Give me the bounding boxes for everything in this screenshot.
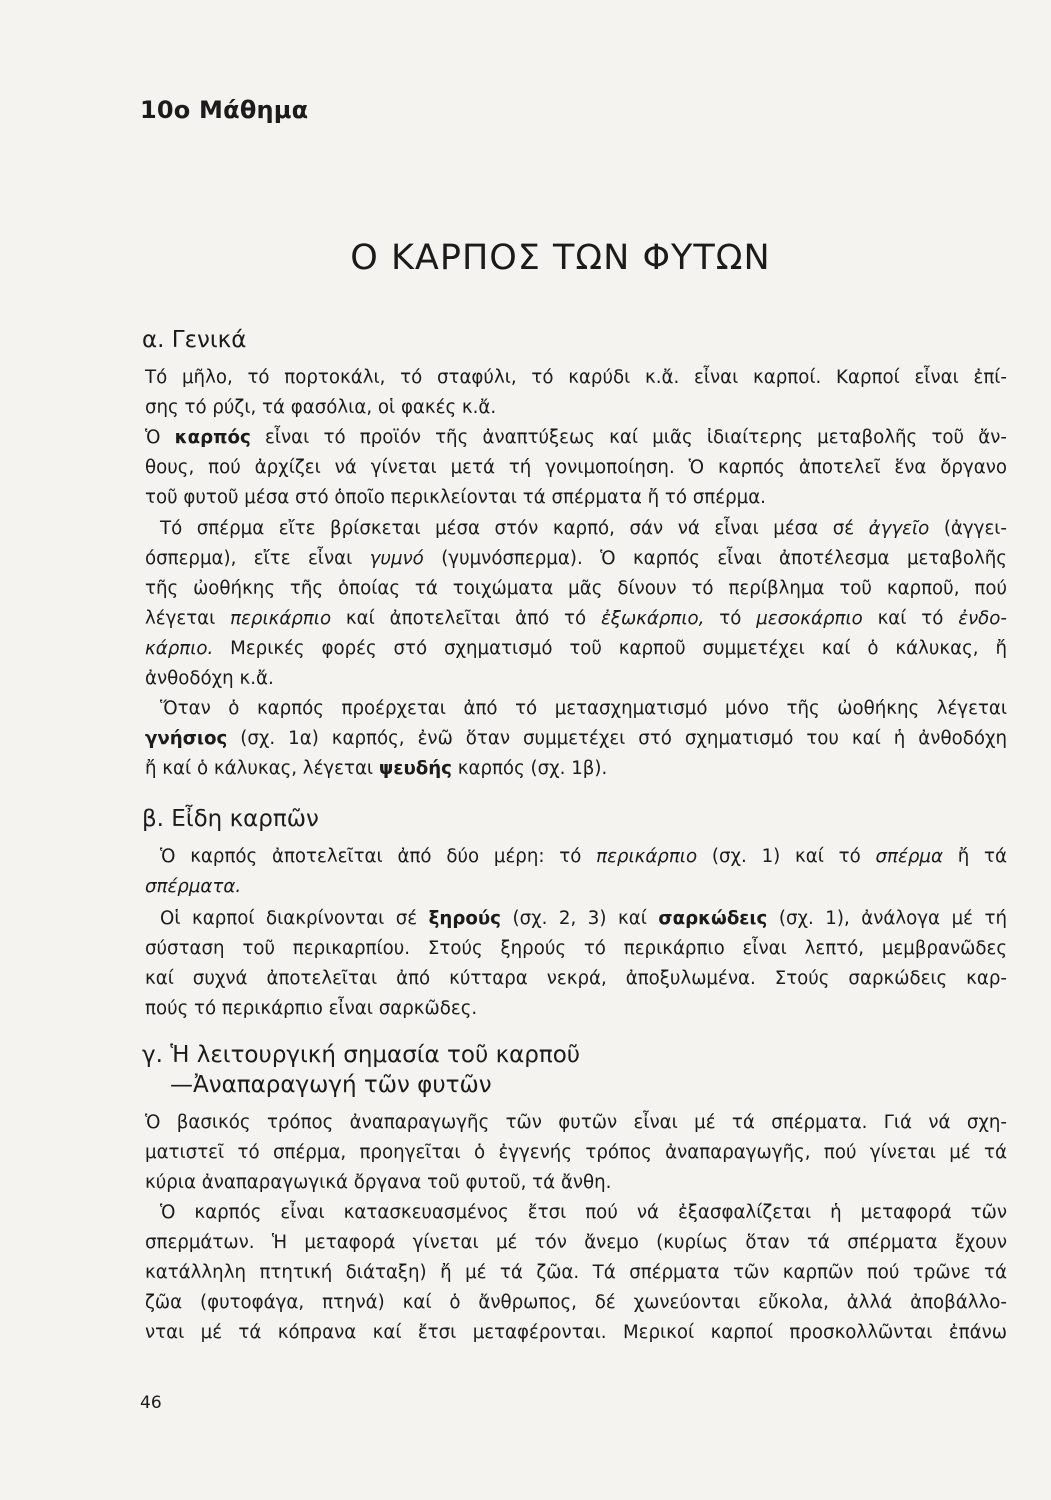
- lesson-number: 10ο Μάθημα: [140, 96, 309, 124]
- text-line: σης τό ρύζι, τά φασόλια, οἱ φακές κ.ἄ.: [145, 397, 497, 418]
- section-c-subheading: —Ἀναπαραγωγή τῶν φυτῶν: [170, 1072, 492, 1098]
- text-line: Ὁ βασικός τρόπος ἀναπαραγωγῆς τῶν φυτῶν εἶναι μέ τά σπέρματα. Γιά νά σχη-: [145, 1112, 1007, 1133]
- text-line: Ὅταν ὁ καρπός προέρχεται ἀπό τό μετασχηματισμό μόνο τῆς ὠοθήκης λέγεται: [160, 698, 1007, 719]
- text-line: τῆς ὠοθήκης τῆς ὁποίας τά τοιχώματα μᾶς δίνουν τό περίβλημα τοῦ καρποῦ, πού: [145, 578, 1007, 599]
- page-title: Ο ΚΑΡΠΟΣ ΤΩΝ ΦΥΤΩΝ: [350, 238, 771, 278]
- text-line: σπέρματα.: [145, 876, 242, 897]
- text-line: λέγεται περικάρπιο καί ἀποτελεῖται ἀπό τό ἐξωκάρπιο, τό μεσοκάρπιο καί τό ἐνδο-: [145, 608, 1007, 629]
- text-line: κατάλληλη πτητική διάταξη) ἤ μέ τά ζῶα. Τά σπέρματα τῶν καρπῶν πού τρῶνε τά: [145, 1262, 1007, 1283]
- text-line: γνήσιος (σχ. 1α) καρπός, ἐνῶ ὅταν συμμετέχει στό σχηματισμό του καί ἡ ἀνθοδόχη: [145, 728, 1007, 749]
- text-line: ματιστεῖ τό σπέρμα, προηγεῖται ὁ ἐγγενής τρόπος ἀναπαραγωγῆς, πού γίνεται μέ τά: [145, 1142, 1007, 1163]
- text-line: καί συχνά ἀποτελεῖται ἀπό κύτταρα νεκρά, ἀποξυλωμένα. Στούς σαρκώδεις καρ-: [145, 968, 1007, 989]
- text-line: θους, πού ἀρχίζει νά γίνεται μετά τή γονιμοποίηση. Ὁ καρπός ἀποτελεῖ ἕνα ὄργανο: [145, 457, 1007, 478]
- text-line: σύσταση τοῦ περικαρπίου. Στούς ξηρούς τό περικάρπιο εἶναι λεπτό, μεμβρανῶδες: [145, 938, 1007, 959]
- text-line: Ὁ καρπός εἶναι κατασκευασμένος ἔτσι πού νά ἐξασφαλίζεται ἡ μεταφορά τῶν: [160, 1202, 1007, 1223]
- text-line: Οἱ καρποί διακρίνονται σέ ξηρούς (σχ. 2, 3) καί σαρκώδεις (σχ. 1), ἀνάλογα μέ τή: [160, 908, 1007, 929]
- text-line: Τό μῆλο, τό πορτοκάλι, τό σταφύλι, τό καρύδι κ.ἄ. εἶναι καρποί. Καρποί εἶναι ἐπί-: [145, 367, 1007, 388]
- section-b-heading: β. Εἶδη καρπῶν: [142, 806, 319, 832]
- text-line: νται μέ τά κόπρανα καί ἔτσι μεταφέρονται. Μερικοί καρποί προσκολλῶνται ἐπάνω: [145, 1322, 1007, 1343]
- text-line: κάρπιο. Μερικές φορές στό σχηματισμό τοῦ καρποῦ συμμετέχει καί ὁ κάλυκας, ἤ: [145, 638, 1007, 659]
- text-line: τοῦ φυτοῦ μέσα στό ὁποῖο περικλείονται τά σπέρματα ἤ τό σπέρμα.: [145, 487, 766, 508]
- text-line: κύρια ἀναπαραγωγικά ὄργανα τοῦ φυτοῦ, τά ἄνθη.: [145, 1172, 612, 1193]
- section-c-heading: γ. Ἡ λειτουργική σημασία τοῦ καρποῦ: [142, 1042, 581, 1068]
- section-a-heading: α. Γενικά: [142, 327, 247, 353]
- text-line: ἀνθοδόχη κ.ἄ.: [145, 668, 274, 689]
- text-line: Τό σπέρμα εἴτε βρίσκεται μέσα στόν καρπό, σάν νά εἶναι μέσα σέ ἀγγεῖο (ἀγγει-: [160, 518, 1007, 539]
- text-line: ζῶα (φυτοφάγα, πτηνά) καί ὁ ἄνθρωπος, δέ χωνεύονται εὔκολα, ἀλλά ἀποβάλλο-: [145, 1292, 1007, 1313]
- text-line: Ὁ καρπός εἶναι τό προϊόν τῆς ἀναπτύξεως καί μιᾶς ἰδιαίτερης μεταβολῆς τοῦ ἄν-: [145, 427, 1007, 448]
- text-line: πούς τό περικάρπιο εἶναι σαρκῶδες.: [145, 998, 478, 1019]
- page-number: 46: [140, 1393, 162, 1413]
- text-line: σπερμάτων. Ἡ μεταφορά γίνεται μέ τόν ἄνεμο (κυρίως ὅταν τά σπέρματα ἔχουν: [145, 1232, 1007, 1253]
- text-line: ἤ καί ὁ κάλυκας, λέγεται ψευδής καρπός (σχ. 1β).: [145, 758, 608, 779]
- text-line: όσπερμα), εἴτε εἶναι γυμνό (γυμνόσπερμα). Ὁ καρπός εἶναι ἀποτέλεσμα μεταβολῆς: [145, 548, 1007, 569]
- text-line: Ὁ καρπός ἀποτελεῖται ἀπό δύο μέρη: τό περικάρπιο (σχ. 1) καί τό σπέρμα ἤ τά: [160, 846, 1007, 867]
